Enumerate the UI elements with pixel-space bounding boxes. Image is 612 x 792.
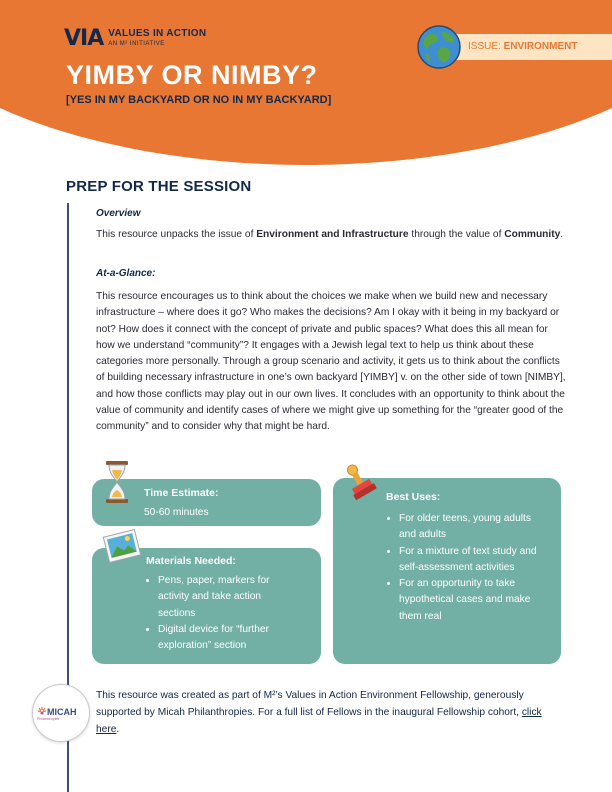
globe-icon — [416, 24, 462, 70]
issue-label: ISSUE: — [468, 41, 501, 52]
at-a-glance-label: At-a-Glance: — [96, 268, 156, 279]
time-estimate-value: 50-60 minutes — [144, 507, 209, 518]
best-uses-list — [385, 511, 545, 625]
logo-title: VALUES IN ACTION — [108, 28, 207, 39]
logo-subtitle: AN M² INITIATIVE — [108, 41, 165, 47]
at-a-glance-text: This resource encourages us to think about the choices we make when we build new and necessary infrastructure – where does it go? Who makes the decisions? Am I okay with it being in my backyard or not? How does it connect with the concept of private and public spaces? What does this all mean for how we understand “community”? It engages with a Jewish legal text to help us think about these categories more personally. Through a group scenario and activity, it gets us to think about the conflicts of building necessary infrastructure in one’s own backyard [YIMBY] v. on the other side of town [NIMBY], and how those conflicts may play out in our own lives. It concludes with an opportunity to think about the value of community and identify cases of where we might give up something for the “greater good of the community” and to consider why that might be hard. — [96, 291, 566, 433]
list-item: • Pens, paper, markers for activity and take action sections — [158, 573, 294, 622]
overview-label: Overview — [96, 208, 141, 219]
page-subtitle: [YES IN MY BACKYARD OR NO IN MY BACKYARD] — [66, 94, 332, 106]
fellows-link[interactable]: click here — [96, 707, 542, 735]
stamp-icon — [342, 462, 378, 504]
list-item: • For an opportunity to take hypothetical cases and make them real — [399, 576, 545, 625]
footer-credit: This resource was created as part of M²’s Values in Action Environment Fellowship, generously supported by Micah Philanthropies. For a full list of Fellows in the inaugural Fellowship cohort, click here. — [96, 690, 542, 735]
micah-sunburst-icon — [37, 706, 47, 716]
materials-title: Materials Needed: — [146, 555, 236, 567]
materials-list — [144, 573, 294, 654]
micah-logo-sub: Philanthropies — [37, 717, 60, 721]
materials-card — [92, 548, 321, 664]
issue-value: ENVIRONMENT — [503, 41, 578, 52]
list-item: • Digital device for “further exploration” section — [158, 622, 294, 655]
picture-icon — [102, 528, 142, 564]
via-logo — [64, 26, 207, 51]
section-title: PREP FOR THE SESSION — [66, 178, 252, 195]
hourglass-icon — [104, 460, 130, 504]
micah-logo-name: MICAH — [47, 707, 77, 717]
best-uses-title: Best Uses: — [386, 491, 441, 503]
list-item: • For a mixture of text study and self-assessment activities — [399, 544, 545, 577]
best-uses-card — [333, 478, 561, 664]
logo-mark: VIA — [64, 26, 104, 51]
overview-bold-issue: Environment and Infrastructure — [256, 229, 409, 240]
page-title: YIMBY OR NIMBY? — [66, 60, 318, 90]
list-item: • For older teens, young adults and adults — [399, 511, 545, 544]
time-estimate-title: Time Estimate: — [144, 487, 219, 499]
overview-text: This resource unpacks the issue of Environment and Infrastructure through the value of Community. — [96, 229, 564, 240]
issue-text — [468, 41, 577, 52]
overview-bold-value: Community — [504, 229, 561, 240]
